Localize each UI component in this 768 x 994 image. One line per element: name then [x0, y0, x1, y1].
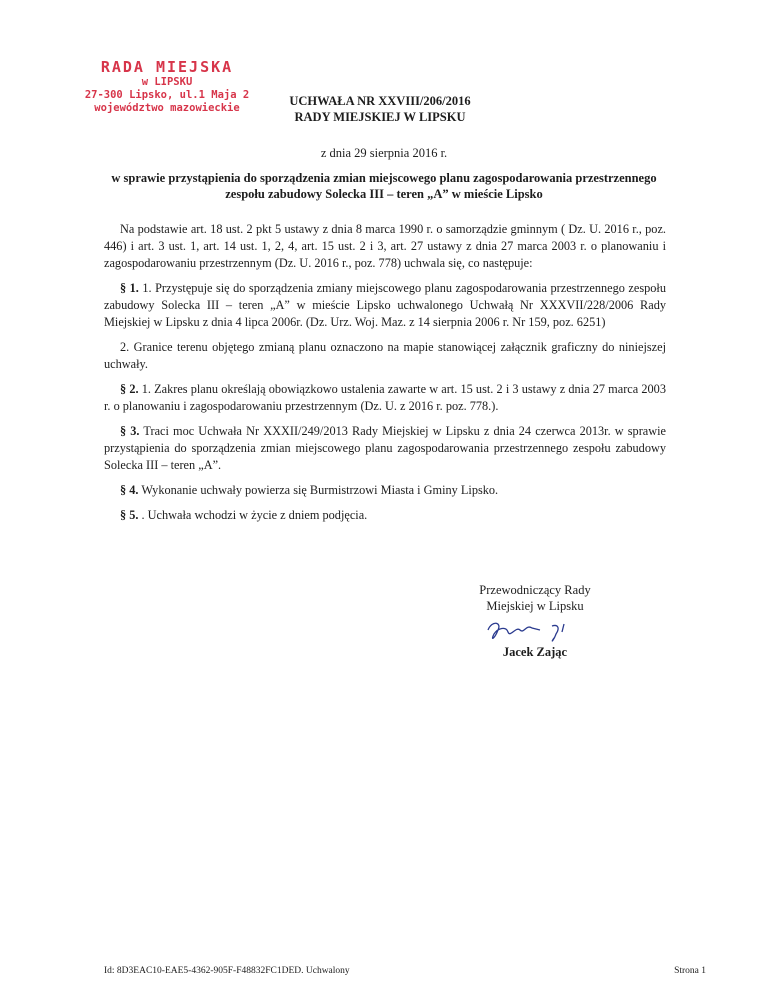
section-3-text: Traci moc Uchwała Nr XXXII/249/2013 Rady Miejskiej w Lipsku z dnia 24 czerwca 2013r. w sprawie przystąpienia do sporządzenia zmian miejscowego planu zagospodarowania przestrzennego zespołu zabudowy Solecka III – teren „A”.: [104, 424, 667, 472]
resolution-title: [230, 93, 530, 125]
signature-block: [440, 582, 630, 660]
signatory-name: Jacek Zając: [502, 645, 568, 659]
section-4-text: Wykonanie uchwały powierza się Burmistrzowi Miasta i Gminy Lipsko.: [141, 483, 499, 497]
signature-role-2: Miejskiej w Lipsku: [486, 599, 584, 613]
handwritten-signature-icon: [480, 616, 590, 648]
section-5: [104, 507, 666, 524]
resolution-body: [104, 221, 666, 532]
section-2-text: 1. Zakres planu określają obowiązkowo ustalenia zawarte w art. 15 ust. 2 i 3 ustawy z dnia 27 marca 2003 r. o planowaniu i zagospodarowaniu przestrzennym (Dz. U. z 2016 r. poz. 778.).: [104, 382, 666, 413]
document-id: Id: 8D3EAC10-EAE5-4362-905F-F48832FC1DED. Uchwalony: [104, 966, 350, 976]
section-3-label: § 3.: [120, 424, 140, 438]
resolution-date: z dnia 29 sierpnia 2016 r.: [320, 146, 448, 160]
section-2-label: § 2.: [120, 382, 139, 396]
signature-role-1: Przewodniczący Rady: [479, 583, 591, 597]
section-1-paragraph-1: [104, 280, 666, 331]
stamp-line-3: 27-300 Lipsko, ul.1 Maja 2: [84, 89, 250, 101]
section-4-label: § 4.: [120, 483, 139, 497]
stamp-line-1: RADA MIEJSKA: [100, 58, 234, 76]
section-4: [104, 482, 666, 499]
stamp-line-2: w LIPSKU: [141, 76, 193, 88]
section-1-paragraph-2: 2. Granice terenu objętego zmianą planu oznaczono na mapie stanowiącej załącznik graficzny do niniejszej uchwały.: [104, 340, 666, 371]
stamp-line-4: województwo mazowieckie: [94, 102, 240, 114]
section-2: [104, 381, 666, 415]
preamble: Na podstawie art. 18 ust. 2 pkt 5 ustawy z dnia 8 marca 1990 r. o samorządzie gminnym ( Dz. U. 2016 r., poz. 446) i art. 3 ust. 1, art. 14 ust. 1, 2, 4, art. 15 ust. 2 i 3, art. 27 ustawy z dnia 27 marca 2003 r. o planowaniu i zagospodarowaniu przestrzennym (Dz. U. 2016 r., poz. 778) uchwala się, co następuje:: [104, 222, 666, 270]
page-number: Strona 1: [674, 966, 706, 976]
title-line-2: RADY MIEJSKIEJ W LIPSKU: [294, 110, 466, 124]
section-5-label: § 5.: [120, 508, 139, 522]
section-1-text-1: 1. Przystępuje się do sporządzenia zmiany miejscowego planu zagospodarowania przestrzennego zespołu zabudowy Solecka III – teren „A” w mieście Lipsko uchwalonego Uchwałą Nr XXXVII/228/2006 Rady Miejskiej w Lipsku z dnia 4 lipca 2006r. (Dz. Urz. Woj. Maz. z 14 sierpnia 2006 r. Nr 159, poz. 6251): [104, 281, 666, 329]
title-line-1: UCHWAŁA NR XXVIII/206/2016: [289, 94, 471, 108]
resolution-subject: w sprawie przystąpienia do sporządzenia zmian miejscowego planu zagospodarowania przestrzennego zespołu zabudowy Solecka III – teren „A” w mieście Lipsko: [111, 171, 657, 201]
section-1-label: § 1.: [120, 281, 139, 295]
section-3: [104, 423, 666, 474]
section-5-text: . Uchwała wchodzi w życie z dniem podjęcia.: [141, 508, 368, 522]
